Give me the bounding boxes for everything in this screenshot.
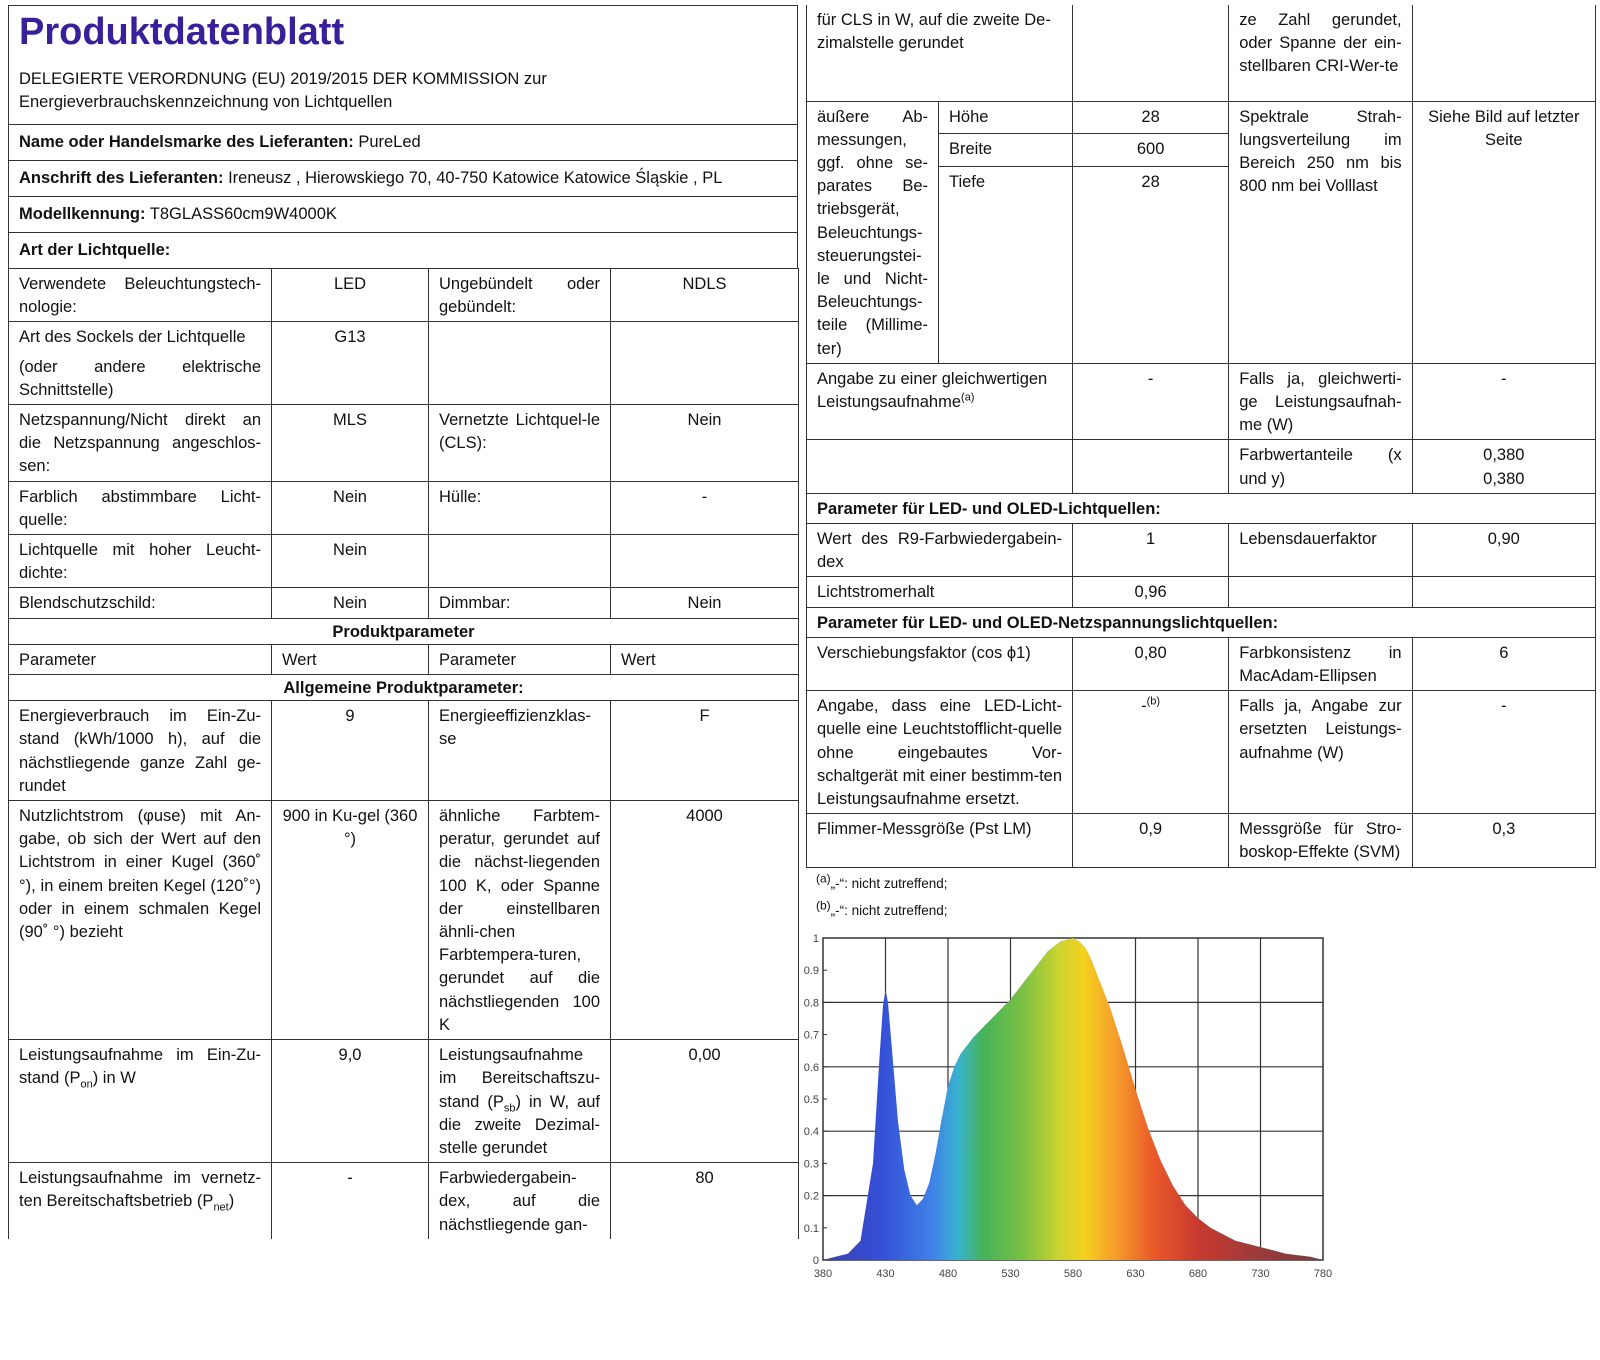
bundled-label: Ungebündelt oder gebündelt: [429, 269, 611, 322]
footnotes [806, 870, 1596, 924]
cri-value: 80 [611, 1163, 799, 1239]
stroboscopic-label: Messgröße für Stro-boskop-Effekte (SVM) [1229, 814, 1412, 867]
regulation-text [9, 54, 797, 124]
r9-label: Wert des R9-Farbwiedergabein-dex [807, 523, 1073, 576]
equiv-power-label: Falls ja, gleichwerti-ge Leistungsaufnah-me (W) [1229, 363, 1412, 440]
empty-cell [1412, 577, 1595, 607]
supplier-name-row [8, 124, 798, 160]
pnet-sub: net [213, 1201, 229, 1214]
supplier-address-value: Ireneusz , Hierowskiego 70, 40-750 Katowice Katowice Śląskie , PL [228, 169, 723, 187]
stroboscopic-value: 0,3 [1412, 814, 1595, 867]
pnet-value: - [272, 1163, 429, 1239]
y-tick-label: 0.3 [803, 1158, 819, 1171]
table-row [807, 101, 1596, 134]
footnote-b-mark: (b) [816, 898, 831, 913]
equiv-label-text: Angabe zu einer gleichwertigen Leistungsaufnahme [817, 369, 1048, 411]
col-value-header: Wert [272, 644, 429, 674]
dimmable-value: Nein [611, 588, 799, 618]
flux-label: Nutzlichtstrom (φuse) mit An-gabe, ob sich der Wert auf den Lichtstrom in einer Kugel (360˚ °), in einem breiten Kegel (120˚°) oder in einem schmalen Kegel (90˚ °) bezieht [9, 801, 272, 1040]
tunable-label: Farblich abstimmbare Licht-quelle: [9, 481, 272, 534]
x-tick-label: 780 [1313, 1268, 1333, 1280]
x-tick-label: 730 [1251, 1268, 1270, 1280]
table-row [9, 1040, 799, 1163]
x-tick-label: 380 [813, 1268, 833, 1280]
flicker-label: Flimmer-Messgröße (Pst LM) [807, 814, 1073, 867]
table-row [9, 644, 799, 674]
pnet-label-tail: ) [228, 1192, 235, 1211]
y-tick-label: 0.9 [803, 965, 819, 978]
table-row [9, 618, 799, 644]
model-label: Modellkennung: [19, 205, 146, 223]
table-row [9, 405, 799, 482]
chroma-x: 0,380 [1483, 446, 1525, 465]
depth-label: Tiefe [939, 167, 1073, 199]
x-tick-label: 680 [1188, 1268, 1208, 1280]
col-param-header: Parameter [429, 644, 611, 674]
spd-label: Spektrale Strah-lungsverteilung im Bereich 250 nm bis 800 nm bei Volllast [1229, 101, 1412, 363]
table-row [807, 440, 1596, 493]
cct-value: 4000 [611, 801, 799, 1040]
y-tick-label: 1 [812, 933, 819, 945]
cls-value: Nein [611, 405, 799, 482]
energy-class-value: F [611, 701, 799, 801]
empty-cell [1229, 577, 1412, 607]
empty-cell [429, 535, 611, 588]
table-row [807, 814, 1596, 867]
table-row [9, 1163, 799, 1239]
flux-value: 900 in Ku-gel (360 °) [272, 801, 429, 1040]
replace-sup: (b) [1146, 695, 1161, 708]
table-row [9, 535, 799, 588]
socket-value: G13 [272, 322, 429, 405]
maintenance-label: Lichtstromerhalt [807, 577, 1073, 607]
x-tick-label: 580 [1063, 1268, 1083, 1280]
table-row [807, 691, 1596, 814]
table-row [807, 577, 1596, 607]
footnote-b [816, 897, 1596, 924]
table-row [807, 5, 1596, 101]
left-column [8, 5, 798, 1239]
table-row [807, 523, 1596, 576]
equiv-sup: (a) [961, 391, 975, 404]
lifetime-label: Lebensdauerfaktor [1229, 523, 1412, 576]
glare-label: Blendschutzschild: [9, 588, 272, 618]
cri-continued: ze Zahl gerundet, oder Spanne der ein-stellbaren CRI-Wer-te [1229, 5, 1412, 101]
footnote-a-text: „-“: nicht zutreffend; [830, 875, 948, 891]
dimmable-label: Dimmbar: [429, 588, 611, 618]
high-luminance-label: Lichtquelle mit hoher Leucht-dichte: [9, 535, 272, 588]
equiv-power-value: - [1412, 363, 1595, 440]
empty-cell [611, 535, 799, 588]
replace-value-text: - [1141, 697, 1147, 716]
chroma-value [1412, 440, 1595, 493]
empty-cell [939, 199, 1073, 363]
replace-power-value: - [1412, 691, 1595, 814]
equiv-label [807, 363, 1073, 440]
pon-sub: on [80, 1078, 93, 1091]
energy-class-label: Energieeffizienzklas-se [429, 701, 611, 801]
col-value-header: Wert [611, 644, 799, 674]
y-tick-label: 0.7 [803, 1029, 819, 1042]
model-value: T8GLASS60cm9W4000K [149, 205, 337, 223]
x-tick-label: 430 [876, 1268, 895, 1280]
footnote-a-mark: (a) [816, 871, 831, 886]
regulation-line-2: Energieverbrauchskennzeichnung von Lichtquellen [19, 93, 393, 111]
empty-cell [1073, 5, 1229, 101]
height-value: 28 [1073, 101, 1229, 134]
envelope-value: - [611, 481, 799, 534]
cls-label: Vernetzte Lichtquel-le (CLS): [429, 405, 611, 482]
right-column [806, 5, 1596, 924]
pnet-label-text: Leistungsaufnahme im vernetz-ten Bereitschaftsbetrieb (P [19, 1169, 261, 1211]
empty-cell [807, 440, 1073, 493]
y-tick-label: 0.5 [803, 1094, 819, 1106]
footnote-a [816, 870, 1596, 897]
macadam-label: Farbkonsistenz in MacAdam-Ellipsen [1229, 637, 1412, 690]
chroma-label: Farbwertanteile (x und y) [1229, 440, 1412, 493]
height-label: Höhe [939, 101, 1073, 134]
table-row [807, 493, 1596, 523]
pon-label-tail: ) in W [92, 1069, 136, 1088]
psb-label-text: Leistungsaufnahme im Bereitschaftszu-stand (P [439, 1046, 600, 1111]
regulation-line-1: DELEGIERTE VERORDNUNG (EU) 2019/2015 DER KOMMISSION zur [19, 70, 547, 88]
cls-power-continued: für CLS in W, auf die zweite De-zimalstelle gerundet [807, 5, 1073, 101]
flicker-value: 0,9 [1073, 814, 1229, 867]
mains-params-heading: Parameter für LED- und OLED-Netzspannungslichtquellen: [807, 607, 1596, 637]
table-row [807, 363, 1596, 440]
mains-label: Netzspannung/Nicht direkt an die Netzspannung angeschlos-sen: [9, 405, 272, 482]
pon-label [9, 1040, 272, 1163]
cri-label: Farbwiedergabein-dex, auf die nächstliegende gan- [429, 1163, 611, 1239]
tech-value: LED [272, 269, 429, 322]
psb-value: 0,00 [611, 1040, 799, 1163]
x-tick-label: 630 [1126, 1268, 1145, 1280]
y-tick-label: 0.4 [803, 1126, 819, 1139]
socket-label [9, 322, 272, 405]
type-heading: Art der Lichtquelle: [8, 232, 798, 268]
product-params-heading: Produktparameter [9, 618, 799, 644]
chroma-y: 0,380 [1483, 469, 1525, 488]
width-value: 600 [1073, 134, 1229, 167]
pon-label-text: Leistungsaufnahme im Ein-Zu-stand (P [19, 1046, 261, 1088]
supplier-name-label: Name oder Handelsmarke des Lieferanten: [19, 133, 354, 151]
r9-value: 1 [1073, 523, 1229, 576]
x-tick-label: 530 [1001, 1268, 1020, 1280]
table-row [9, 675, 799, 701]
empty-cell [1412, 5, 1595, 101]
bundled-value: NDLS [611, 269, 799, 322]
table-row [807, 637, 1596, 690]
led-params-heading: Parameter für LED- und OLED-Lichtquellen: [807, 493, 1596, 523]
empty-cell [429, 322, 611, 405]
cos-label: Verschiebungsfaktor (cos ϕ1) [807, 637, 1073, 690]
replace-label: Angabe, dass eine LED-Licht-quelle eine Leuchtstofflicht-quelle ohne eingebautes Vor-schaltgerät mit einer bestimm-ten Leistungsaufnahme ersetzt. [807, 691, 1073, 814]
cos-value: 0,80 [1073, 637, 1229, 690]
socket-label-2: (oder andere elektrische Schnittstelle) [19, 357, 261, 399]
high-luminance-value: Nein [272, 535, 429, 588]
width-label: Breite [939, 134, 1073, 167]
energy-label: Energieverbrauch im Ein-Zu-stand (kWh/1000 h), auf die nächstliegende ganze Zahl ge-rundet [9, 701, 272, 801]
left-param-table [8, 268, 799, 1239]
table-row [9, 269, 799, 322]
equiv-value: - [1073, 363, 1229, 440]
maintenance-value: 0,96 [1073, 577, 1229, 607]
macadam-value: 6 [1412, 637, 1595, 690]
tunable-value: Nein [272, 481, 429, 534]
energy-value: 9 [272, 701, 429, 801]
table-row [9, 801, 799, 1040]
model-row [8, 196, 798, 232]
table-row [9, 481, 799, 534]
y-tick-label: 0 [812, 1255, 819, 1267]
depth-value: 28 [1073, 167, 1229, 199]
general-params-heading: Allgemeine Produktparameter: [9, 675, 799, 701]
header-block [8, 5, 798, 124]
cct-label: ähnliche Farbtem-peratur, gerundet auf die nächst-liegenden 100 K, oder Spanne der einstellbaren ähnli-chen Farbtempera-turen, gerundet auf die nächstliegenden 100 K [429, 801, 611, 1040]
lifetime-value: 0,90 [1412, 523, 1595, 576]
col-param-header: Parameter [9, 644, 272, 674]
y-tick-label: 0.2 [803, 1190, 819, 1203]
y-tick-label: 0.6 [803, 1061, 819, 1074]
tech-label: Verwendete Beleuchtungstech-nologie: [9, 269, 272, 322]
supplier-address-row [8, 160, 798, 196]
table-row [9, 322, 799, 405]
spd-value: Siehe Bild auf letzter Seite [1412, 101, 1595, 363]
x-tick-label: 480 [938, 1268, 958, 1280]
psb-label [429, 1040, 611, 1163]
right-param-table [806, 5, 1596, 868]
mains-value: MLS [272, 405, 429, 482]
supplier-address-label: Anschrift des Lieferanten: [19, 169, 224, 187]
glare-value: Nein [272, 588, 429, 618]
table-row [9, 588, 799, 618]
socket-label-1: Art des Sockels der Lichtquelle [19, 328, 246, 347]
table-row [807, 607, 1596, 637]
replace-power-label: Falls ja, Angabe zur ersetzten Leistungs-aufnahme (W) [1229, 691, 1412, 814]
chart-plot-area [804, 933, 1332, 1280]
replace-value [1073, 691, 1229, 814]
y-tick-label: 0.8 [803, 997, 819, 1010]
document-title: Produktdatenblatt [19, 11, 345, 53]
supplier-name-value: PureLed [358, 133, 421, 151]
psb-label-tail: ) in W, auf die zweite Dezimal-stelle gerundet [439, 1092, 600, 1157]
envelope-label: Hülle: [429, 481, 611, 534]
table-row [9, 701, 799, 801]
pon-value: 9,0 [272, 1040, 429, 1163]
empty-cell [1073, 440, 1229, 493]
empty-cell [1073, 199, 1229, 363]
pnet-label [9, 1163, 272, 1239]
dimensions-label: äußere Ab-messungen, ggf. ohne se-parates Be-triebsgerät, Beleuchtungs-steuerungstei-le und Nicht-Beleuchtungs-teile (Millime-ter) [807, 101, 939, 363]
psb-sub: sb [503, 1101, 516, 1114]
y-tick-label: 0.1 [803, 1222, 819, 1235]
spectral-distribution-chart [803, 933, 1378, 1308]
footnote-b-text: „-“: nicht zutreffend; [830, 902, 948, 918]
empty-cell [611, 322, 799, 405]
